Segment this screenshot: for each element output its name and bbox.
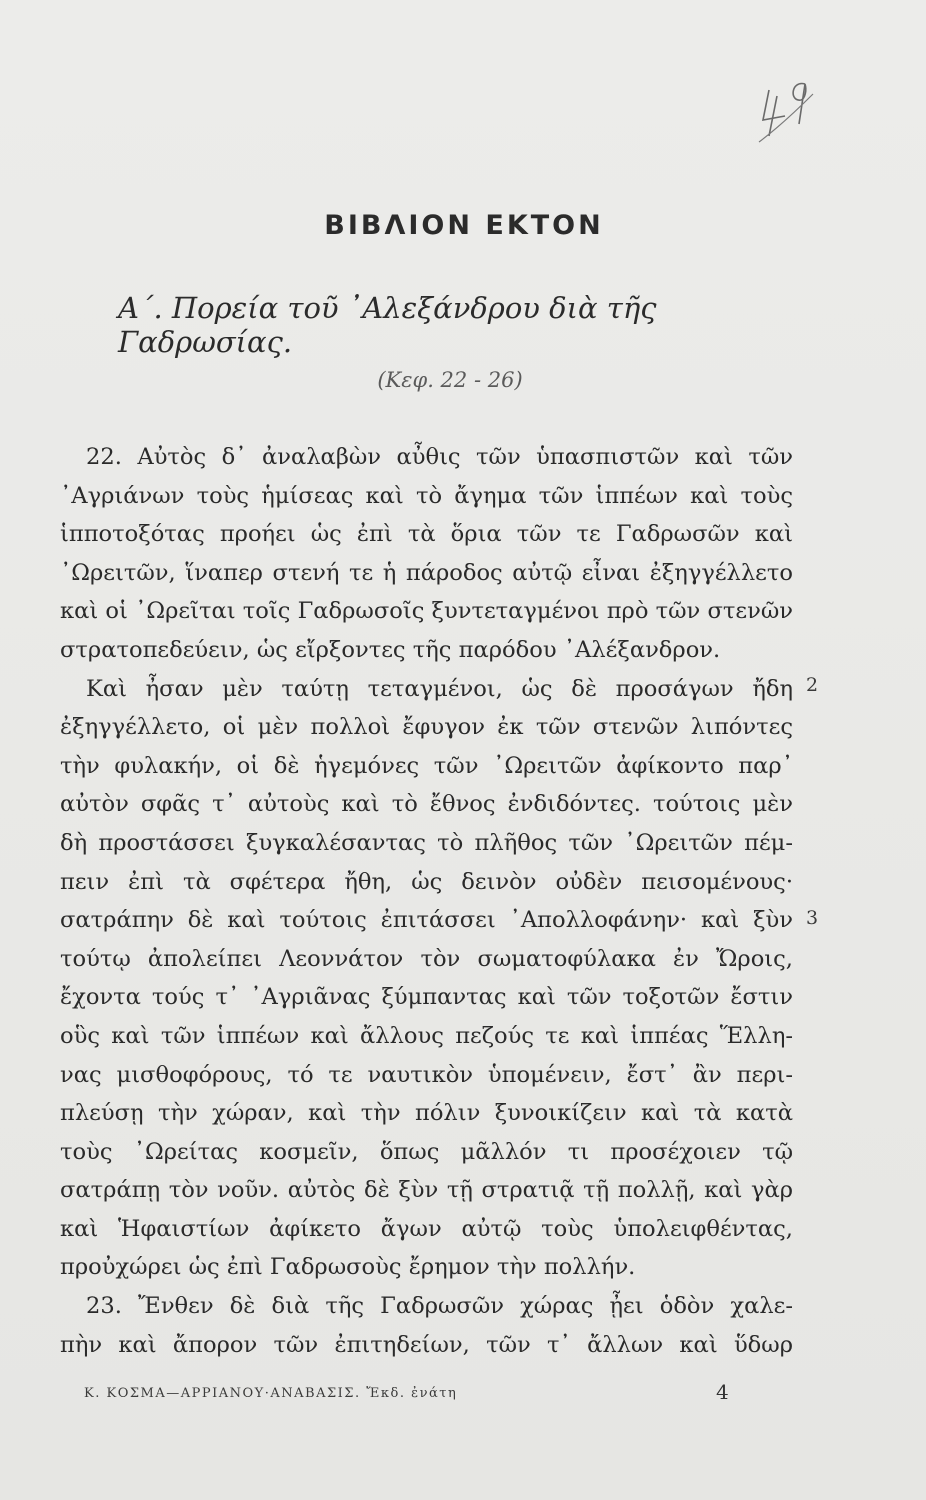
text-line: νας μισθοφόρους, τό τε ναυτικὸν ὑπομένειν, ἔστ᾿ ἂν περι- <box>60 1061 793 1088</box>
text-line: καὶ Ἡφαιστίων ἀφίκετο ἄγων αὐτῷ τοὺς ὑπολειφθέντας, <box>60 1215 793 1242</box>
text-line: σατράπην δὲ καὶ τούτοις ἐπιτάσσει ᾿Απολλοφάνην· καὶ ξὺν <box>60 907 793 934</box>
text-line: ἔχοντα τούς τ᾿ ᾿Αγριᾶνας ξύμπαντας καὶ τῶν τοξοτῶν ἔστιν <box>60 984 793 1011</box>
text-line: στρατοπεδεύειν, ὡς εἴρξοντες τῆς παρόδου ᾿Αλέξανδρον. <box>60 636 721 663</box>
text-line: πλεύσῃ τὴν χώραν, καὶ τὴν πόλιν ξυνοικίζειν καὶ τὰ κατὰ <box>60 1100 793 1127</box>
text-line: πὴν καὶ ἄπορον τῶν ἐπιτηδείων, τῶν τ᾿ ἄλλων καὶ ὕδωρ <box>60 1331 793 1358</box>
book-title: ΒΙΒΛΙΟΝ ΕΚΤΟΝ <box>324 210 604 241</box>
text-line: τὴν φυλακήν, οἱ δὲ ἡγεμόνες τῶν ᾿Ωρειτῶν ἀφίκοντο παρ᾿ <box>60 752 793 779</box>
text-line: ᾿Αγριάνων τοὺς ἡμίσεας καὶ τὸ ἄγημα τῶν ἱππέων καὶ τοὺς <box>60 482 793 509</box>
text-line: ἱπποτοξότας προήει ὡς ἐπὶ τὰ ὅρια τῶν τε Γαδρωσῶν καὶ <box>60 521 793 548</box>
chapter-reference: (Κεφ. 22 - 26) <box>377 368 523 392</box>
text-line: 22. Αὐτὸς δ᾿ ἀναλαβὼν αὖθις τῶν ὑπασπιστῶν καὶ τῶν <box>86 444 793 470</box>
text-line: τοὺς ᾿Ωρείτας κοσμεῖν, ὅπως μᾶλλόν τι προσέχοιεν τῷ <box>60 1138 793 1165</box>
text-line: αὐτὸν σφᾶς τ᾿ αὐτοὺς καὶ τὸ ἔθνος ἐνδιδόντες. τούτοις μὲν <box>60 791 793 818</box>
text-line: προὐχώρει ὡς ἐπὶ Γαδρωσοὺς ἔρημον τὴν πολλήν. <box>60 1254 636 1281</box>
footer-publication-info: Κ. ΚΟΣΜΑ—ΑΡΡΙΑΝΟΥ·ΑΝΑΒΑΣΙΣ. Ἔκδ. ἐνάτη <box>84 1386 458 1401</box>
text-line: Καὶ ἦσαν μὲν ταύτῃ τεταγμένοι, ὡς δὲ προσάγων ἤδη <box>86 675 793 702</box>
text-line: 23. Ἔνθεν δὲ διὰ τῆς Γαδρωσῶν χώρας ᾖει ὁδὸν χαλε- <box>86 1293 793 1320</box>
text-line: σατράπῃ τὸν νοῦν. αὐτὸς δὲ ξὺν τῇ στρατιᾷ τῇ πολλῇ, καὶ γὰρ <box>60 1177 793 1204</box>
text-line: πειν ἐπὶ τὰ σφέτερα ἤθη, ὡς δεινὸν οὐδὲν πεισομένους· <box>60 868 793 895</box>
margin-section-number: 2 <box>806 674 819 696</box>
body-text <box>60 438 793 1364</box>
text-line: δὴ προστάσσει ξυγκαλέσαντας τὸ πλῆθος τῶν ᾿Ωρειτῶν πέμ- <box>60 829 793 856</box>
text-line: ᾿Ωρειτῶν, ἵναπερ στενή τε ἡ πάροδος αὐτῷ εἶναι ἐξηγγέλλετο <box>60 559 793 586</box>
handwritten-page-number <box>755 72 815 152</box>
margin-section-number: 3 <box>806 907 819 929</box>
text-line: οὓς καὶ τῶν ἱππέων καὶ ἄλλους πεζούς τε καὶ ἱππέας Ἕλλη- <box>60 1022 793 1049</box>
text-line: ἐξηγγέλλετο, οἱ μὲν πολλοὶ ἔφυγον ἐκ τῶν στενῶν λιπόντες <box>60 714 793 741</box>
chapter-heading: Α΄. Πορεία τοῦ ᾿Αλεξάνδρου διὰ τῆς Γαδρωσίας. <box>118 291 657 359</box>
text-line: καὶ οἱ ᾿Ωρεῖται τοῖς Γαδρωσοῖς ξυντεταγμένοι πρὸ τῶν στενῶν <box>60 598 793 625</box>
footer-signature-number: 4 <box>716 1380 729 1404</box>
text-line: τούτῳ ἀπολείπει Λεοννάτον τὸν σωματοφύλακα ἐν Ὤροις, <box>60 945 793 972</box>
